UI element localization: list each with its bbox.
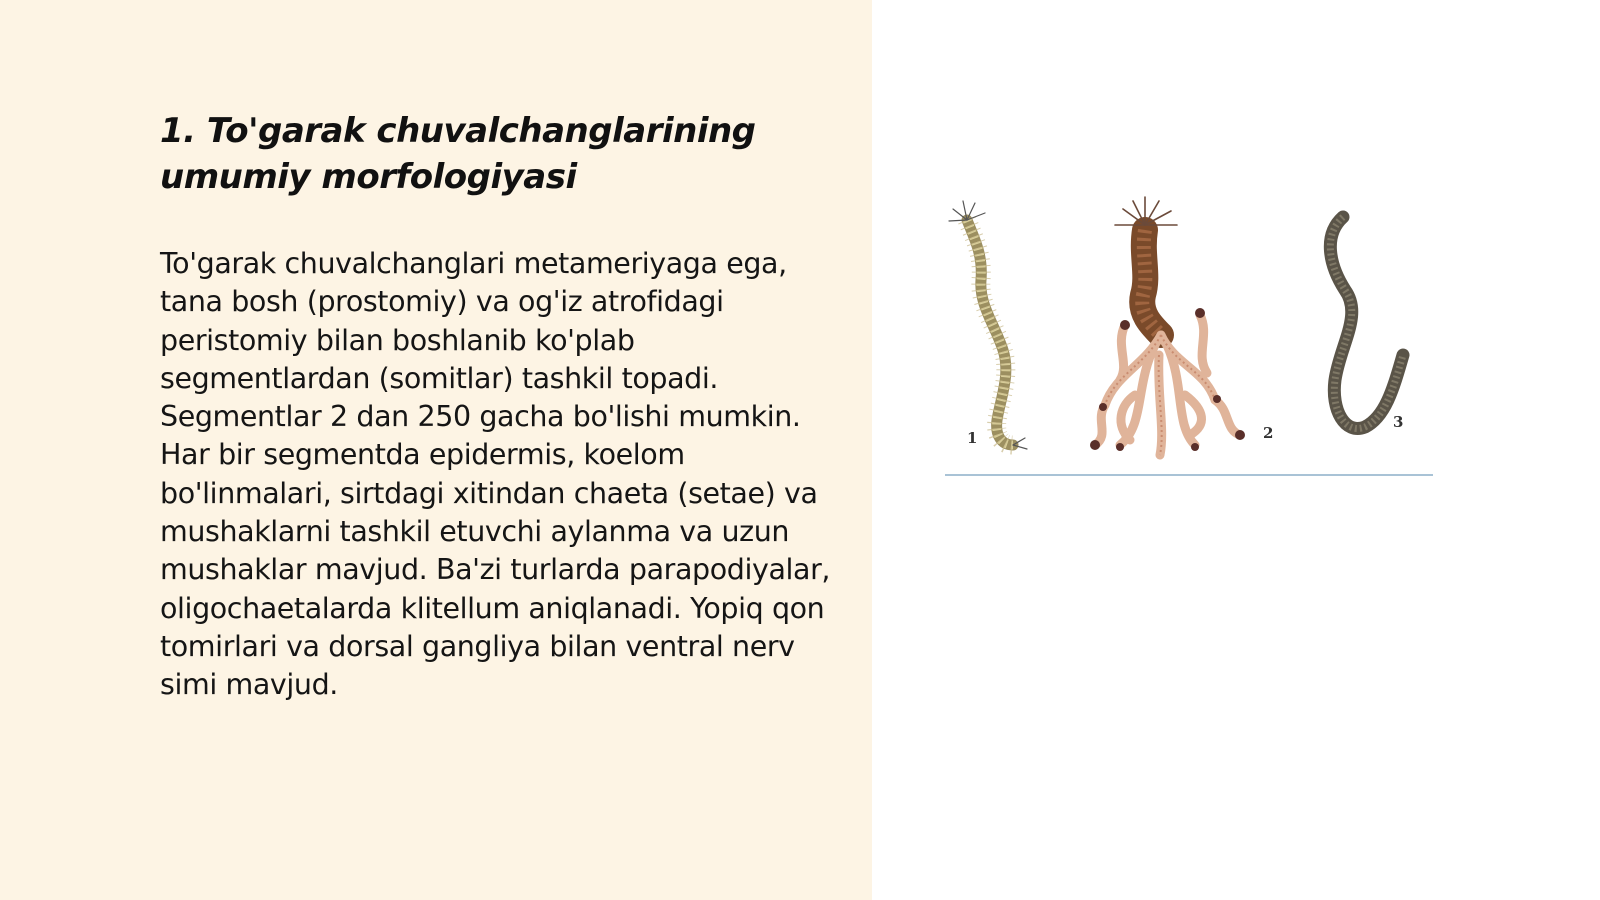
- slide-title: [160, 108, 800, 200]
- polychaete-worm-icon: [949, 201, 1027, 449]
- tube-worm-colony-icon: [1090, 197, 1245, 455]
- slide-title-line-2: umumiy morfologiyasi: [160, 157, 577, 197]
- figure-label-3: 3: [1393, 413, 1404, 431]
- figure-label-1: 1: [967, 429, 978, 447]
- figure-label-2: 2: [1263, 424, 1274, 442]
- slide-body-text: To'garak chuvalchanglari metameriyaga ega, tana bosh (prostomiy) va og'iz atrofidagi peristomiy bilan boshlanib ko'plab segmentlardan (somitlar) tashkil topadi. Segmentlar 2 dan 250 gacha bo'lishi mumkin. Har bir segmentda epidermis, koelom bo'linmalari, sirtdagi xitindan chaeta (setae) va mushaklarni tashkil etuvchi aylanma va uzun mushaklar mavjud. Ba'zi turlarda parapodiyalar, oligochaetalarda klitellum aniqlanadi. Yopiq qon tomirlari va dorsal gangliya bilan ventral nerv simi mavjud.: [160, 247, 831, 702]
- annelid-illustration: [945, 195, 1455, 485]
- slide-title-line-1: 1. To'garak chuvalchanglarining: [160, 111, 756, 151]
- earthworm-icon: [1330, 217, 1403, 429]
